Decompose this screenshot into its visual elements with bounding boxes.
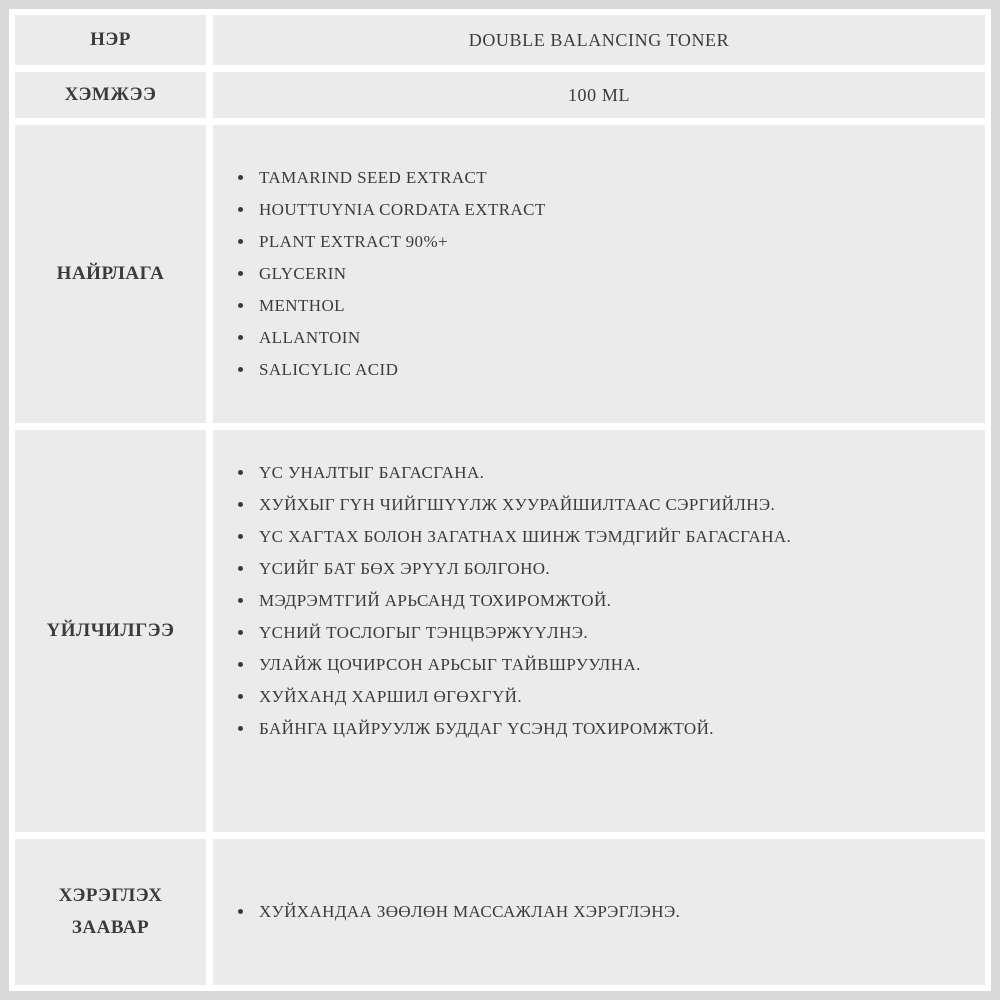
row-ingredients-label: НАЙРЛАГА	[56, 262, 165, 284]
row-benefits-value-cell	[213, 430, 985, 832]
list-item: • МЭДРЭМТГИЙ АРЬСАНД ТОХИРОМЖТОЙ.	[255, 585, 791, 617]
list-item: • TAMARIND SEED EXTRACT	[255, 162, 546, 194]
row-ingredients-value-cell	[213, 125, 985, 423]
list-item: • HOUTTUYNIA CORDATA EXTRACT	[255, 194, 546, 226]
row-size-label: ХЭМЖЭЭ	[64, 83, 157, 105]
row-ingredients-label-cell	[15, 125, 206, 423]
product-size: 100 ML	[567, 84, 631, 105]
row-usage-label: ХЭРЭГЛЭХ ЗААВАР	[58, 884, 163, 938]
row-name-label-cell	[15, 15, 206, 65]
row-usage-value-cell	[213, 839, 985, 985]
list-item: • SALICYLIC ACID	[255, 354, 546, 386]
list-item: • MENTHOL	[255, 290, 546, 322]
list-item: • УЛАЙЖ ЦОЧИРСОН АРЬСЫГ ТАЙВШРУУЛНА.	[255, 649, 791, 681]
product-name: DOUBLE BALANCING TONER	[468, 29, 730, 50]
product-spec-table	[15, 15, 985, 985]
list-item: • ҮСНИЙ ТОСЛОГЫГ ТЭНЦВЭРЖҮҮЛНЭ.	[255, 617, 791, 649]
row-name-value-cell	[213, 15, 985, 65]
list-item: • ҮС ХАГТАХ БОЛОН ЗАГАТНАХ ШИНЖ ТЭМДГИЙГ БАГАСГАНА.	[255, 521, 791, 553]
benefits-list	[235, 457, 791, 745]
row-size-label-cell	[15, 72, 206, 118]
row-benefits-label: ҮЙЛЧИЛГЭЭ	[46, 619, 175, 641]
row-size-value-cell	[213, 72, 985, 118]
row-usage-label-cell	[15, 839, 206, 985]
list-item: • ХУЙХЫГ ГҮН ЧИЙГШҮҮЛЖ ХУУРАЙШИЛТААС СЭРГИЙЛНЭ.	[255, 489, 791, 521]
list-item: • БАЙНГА ЦАЙРУУЛЖ БУДДАГ ҮСЭНД ТОХИРОМЖТОЙ.	[255, 713, 791, 745]
list-item: • PLANT EXTRACT 90%+	[255, 226, 546, 258]
list-item: • ХУЙХАНДАА ЗӨӨЛӨН МАССАЖЛАН ХЭРЭГЛЭНЭ.	[255, 896, 680, 928]
list-item: • ХУЙХАНД ХАРШИЛ ӨГӨХГҮЙ.	[255, 681, 791, 713]
list-item: • ҮС УНАЛТЫГ БАГАСГАНА.	[255, 457, 791, 489]
usage-list	[235, 896, 680, 928]
list-item: • ALLANTOIN	[255, 322, 546, 354]
row-benefits-label-cell	[15, 430, 206, 832]
row-name-label: НЭР	[90, 28, 131, 50]
list-item: • ҮСИЙГ БАТ БӨХ ЭРҮҮЛ БОЛГОНО.	[255, 553, 791, 585]
ingredients-list	[235, 162, 546, 386]
list-item: • GLYCERIN	[255, 258, 546, 290]
